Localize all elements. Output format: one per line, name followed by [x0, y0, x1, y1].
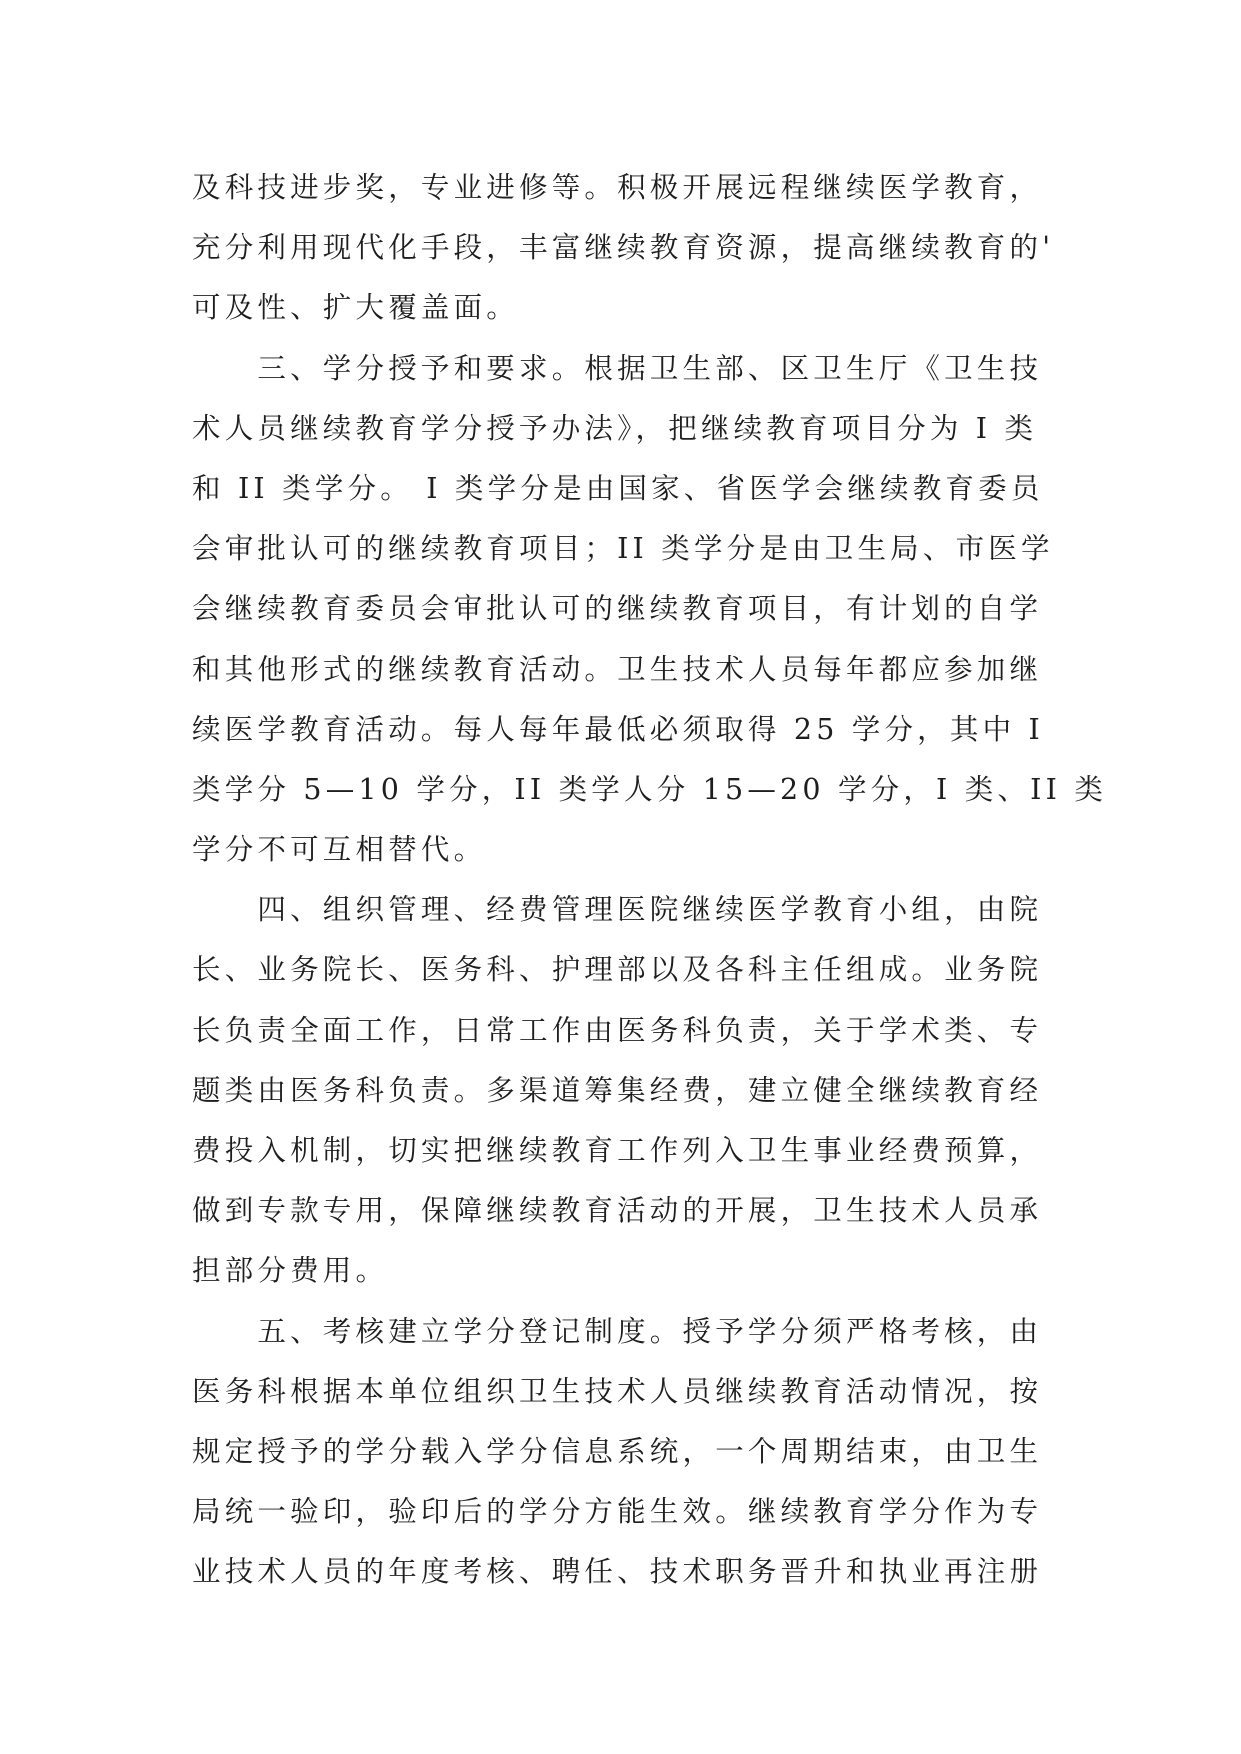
text-line: 做到专款专用，保障继续教育活动的开展，卫生技术人员承 — [192, 1194, 1043, 1228]
text-line: 和其他形式的继续教育活动。卫生技术人员每年都应参加继 — [192, 652, 1043, 686]
text-line: 会审批认可的继续教育项目；II 类学分是由卫生局、市医学 — [192, 532, 1054, 566]
text-line: 医务科根据本单位组织卫生技术人员继续教育活动情况，按 — [192, 1374, 1043, 1408]
text-line: 担部分费用。 — [192, 1254, 389, 1288]
text-line: 规定授予的学分载入学分信息系统，一个周期结束，由卫生 — [192, 1434, 1043, 1468]
text-line: 续医学教育活动。每人每年最低必须取得 25 学分，其中 I — [192, 712, 1045, 746]
text-line: 长负责全面工作，日常工作由医务科负责，关于学术类、专 — [192, 1013, 1043, 1047]
text-line: 业技术人员的年度考核、聘任、技术职务晋升和执业再注册 — [192, 1555, 1043, 1589]
text-line: 费投入机制，切实把继续教育工作列入卫生事业经费预算， — [192, 1134, 1043, 1167]
text-line: 局统一验印，验印后的学分方能生效。继续教育学分作为专 — [192, 1495, 1043, 1529]
text-line: 充分利用现代化手段，丰富继续教育资源，提高继续教育的' — [192, 231, 1055, 265]
text-line: 会继续教育委员会审批认可的继续教育项目，有计划的自学 — [192, 592, 1043, 626]
text-line: 和 II 类学分。 I 类学分是由国家、省医学会继续教育委员 — [192, 471, 1044, 505]
text-line: 类学分 5—10 学分，II 类学人分 15—20 学分，I 类、II 类 — [192, 772, 1108, 806]
text-line: 可及性、扩大覆盖面。 — [192, 291, 520, 325]
text-line: 三、学分授予和要求。根据卫生部、区卫生厅《卫生技 — [192, 351, 1043, 385]
text-line: 及科技进步奖，专业进修等。积极开展远程继续医学教育， — [192, 171, 1043, 204]
text-line: 长、业务院长、医务科、护理部以及各科主任组成。业务院 — [192, 953, 1043, 987]
text-line: 五、考核建立学分登记制度。授予学分须严格考核，由 — [192, 1314, 1043, 1348]
text-line: 题类由医务科负责。多渠道筹集经费，建立健全继续教育经 — [192, 1073, 1043, 1107]
text-line: 学分不可互相替代。 — [192, 833, 487, 867]
text-line: 术人员继续教育学分授予办法》，把继续教育项目分为 I 类 — [192, 411, 1038, 445]
document-body — [192, 158, 1108, 1603]
text-line: 四、组织管理、经费管理医院继续医学教育小组，由院 — [192, 893, 1043, 927]
